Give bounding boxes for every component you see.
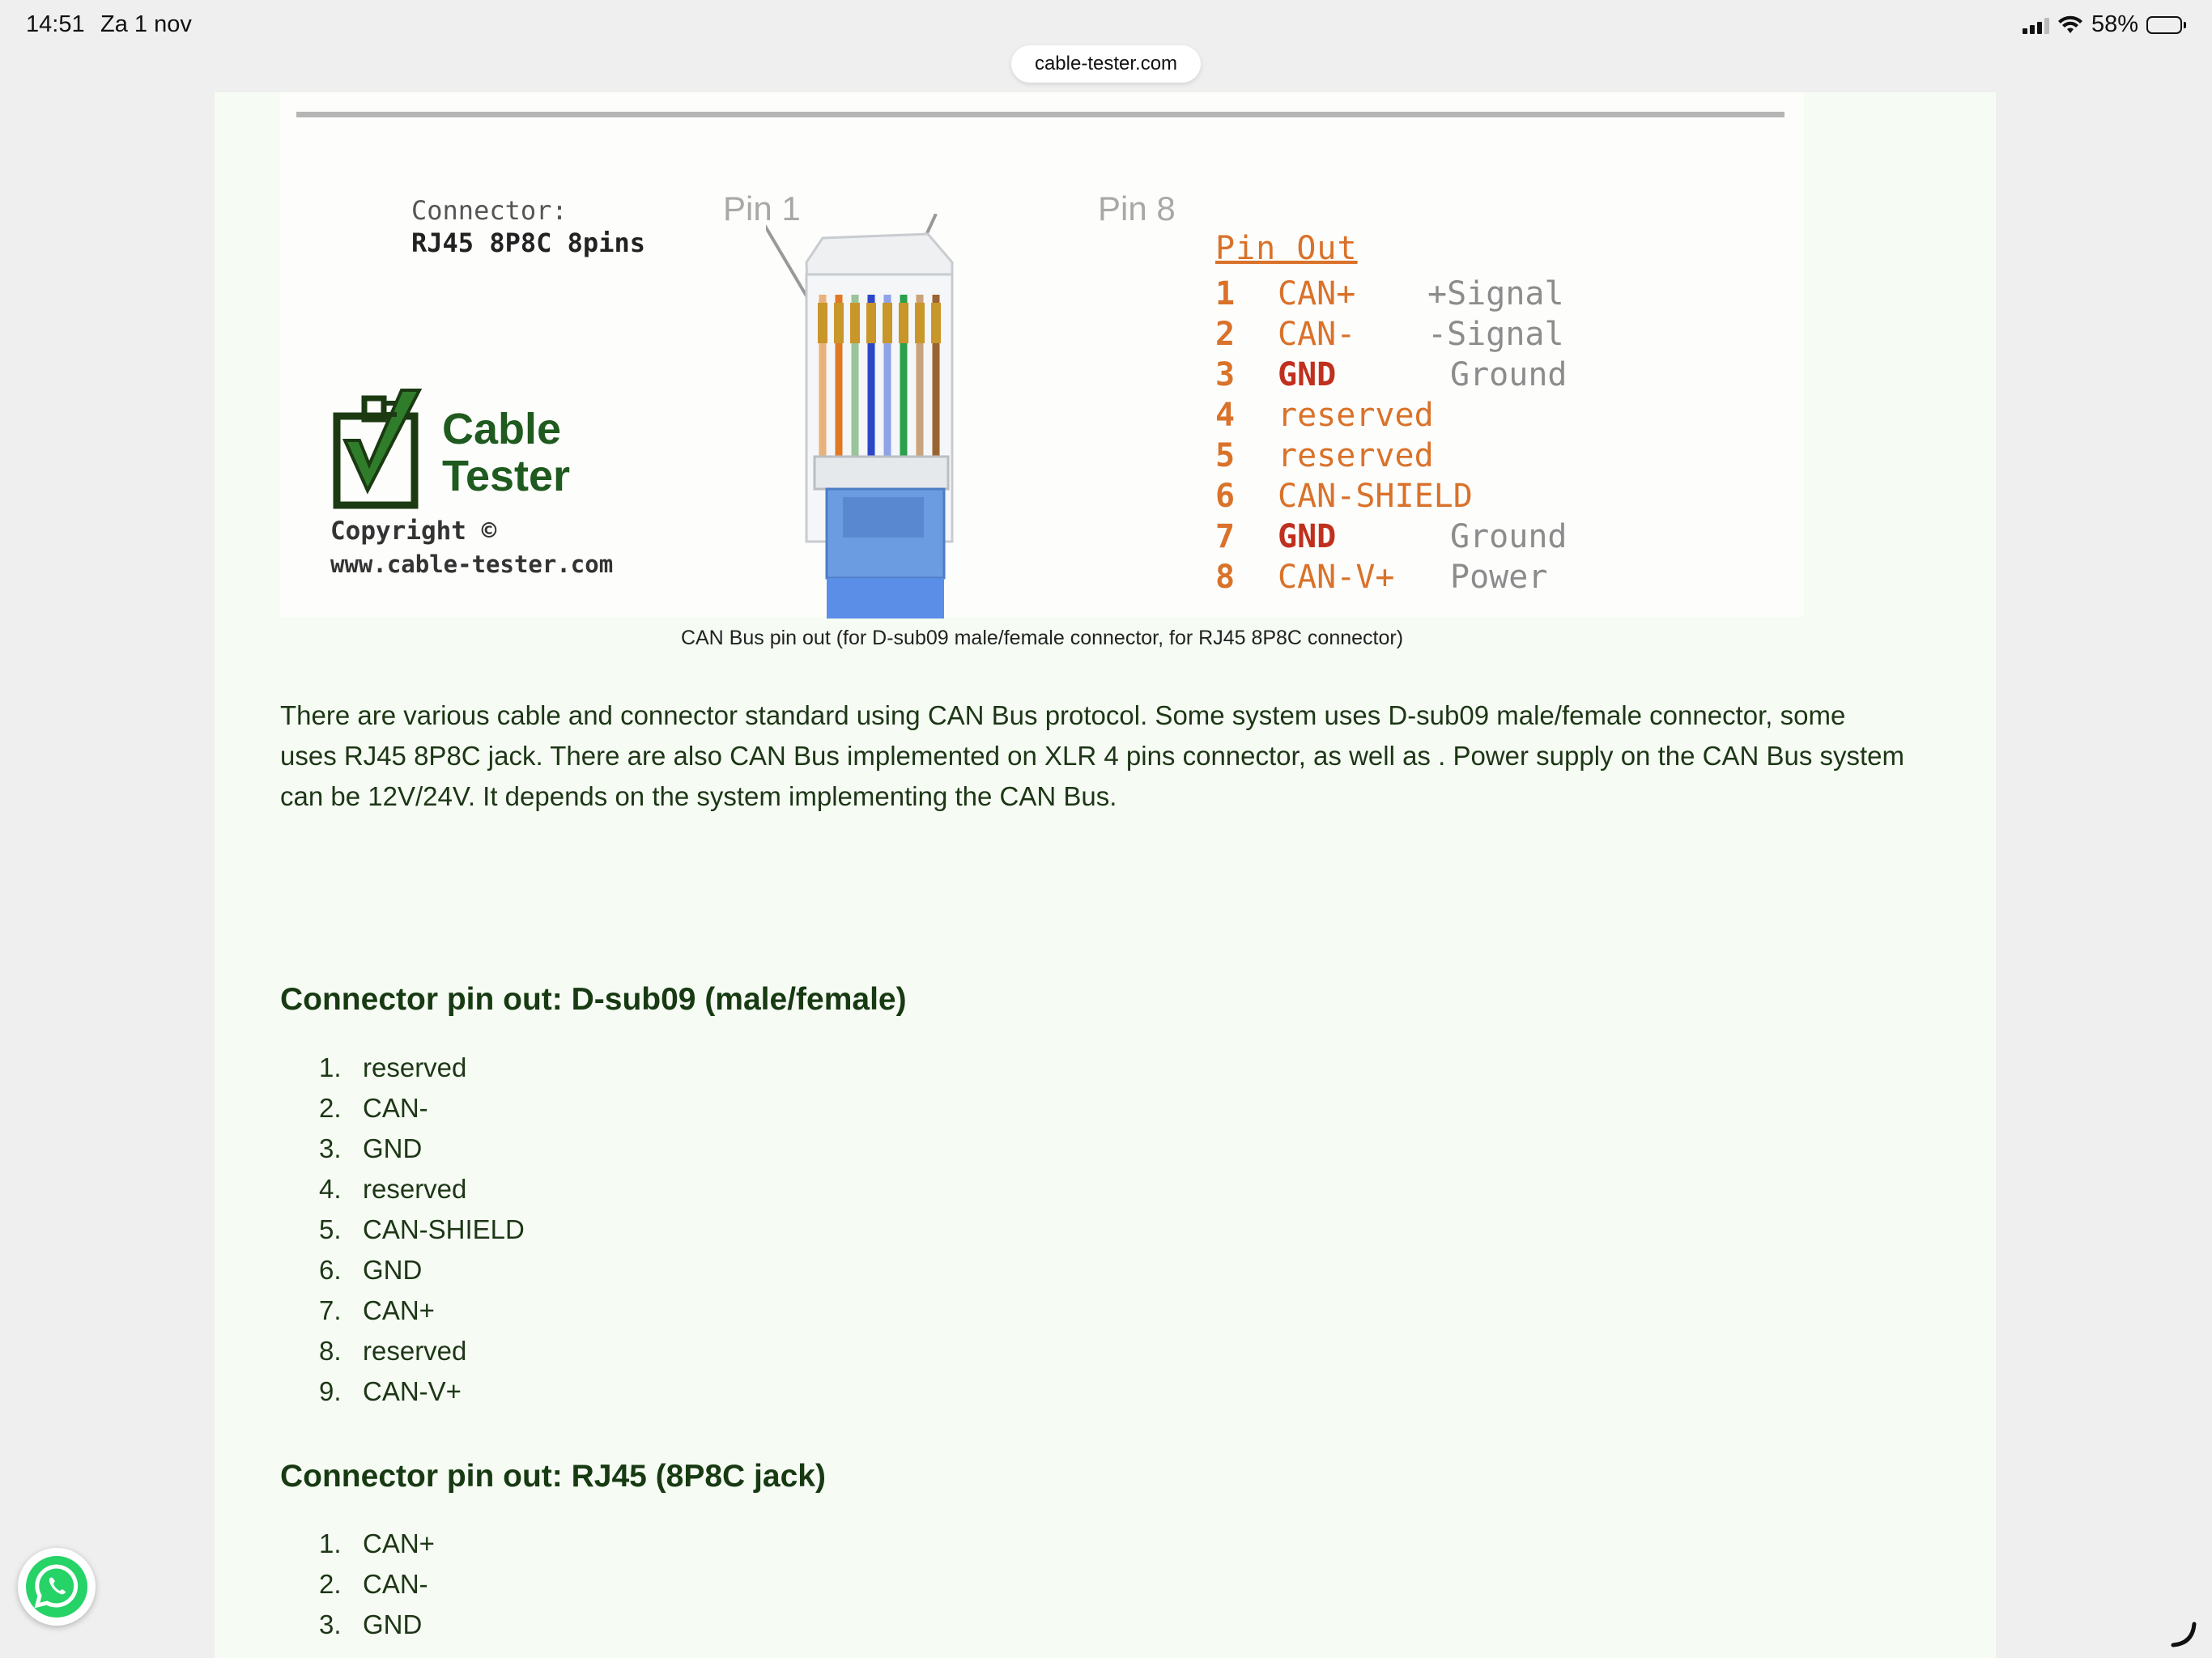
pinout-number: 5 <box>1215 437 1236 474</box>
pinout-signal-name: CAN-SHIELD <box>1278 478 1473 515</box>
logo-text: Tester <box>442 452 571 500</box>
pinout-number: 3 <box>1215 356 1236 393</box>
list-item-text: CAN-V+ <box>363 1376 462 1406</box>
list-number: 2. <box>319 1093 342 1123</box>
list-item-text: GND <box>363 1133 423 1163</box>
list-number: 5. <box>319 1214 342 1244</box>
pinout-number: 8 <box>1215 559 1236 596</box>
figure-website: www.cable-tester.com <box>330 551 614 578</box>
rj45-pin-item <box>280 1564 435 1605</box>
list-number: 3. <box>319 1609 342 1639</box>
dsub-pin-list <box>280 1048 525 1412</box>
page-content <box>215 92 1996 1658</box>
status-indicators <box>2023 11 2186 38</box>
logo-text: Cable <box>442 405 562 453</box>
list-number: 4. <box>319 1174 342 1204</box>
pinout-signal-name: CAN-V+ <box>1278 559 1395 596</box>
battery-icon <box>2146 16 2186 34</box>
status-date: Za 1 nov <box>100 11 192 37</box>
list-number: 2. <box>319 1569 342 1599</box>
battery-percent: 58% <box>2091 11 2138 37</box>
figure-divider <box>296 112 1784 117</box>
pinout-number: 2 <box>1215 316 1236 353</box>
pinout-signal-name: reserved <box>1278 437 1434 474</box>
list-number: 3. <box>319 1133 342 1163</box>
rj45-pin-item <box>280 1524 435 1564</box>
list-number: 7. <box>319 1295 342 1325</box>
dsub-pin-item <box>280 1129 525 1169</box>
resize-handle-icon[interactable] <box>2168 1618 2201 1650</box>
dsub-pin-item <box>280 1169 525 1209</box>
dsub-pin-item <box>280 1250 525 1290</box>
list-item-text: GND <box>363 1255 423 1285</box>
pinout-signal-name: GND <box>1278 356 1337 393</box>
list-item-text: reserved <box>363 1052 467 1082</box>
pinout-number: 1 <box>1215 275 1236 312</box>
list-item-text: GND <box>363 1609 423 1639</box>
dsub-pin-item <box>280 1290 525 1331</box>
rj45-pin-item <box>280 1605 435 1645</box>
list-item-text: CAN-SHIELD <box>363 1214 525 1244</box>
figure-connector-label: Connector: <box>411 195 568 226</box>
rj45-connector-illustration <box>766 214 1090 619</box>
rj45-heading: Connector pin out: RJ45 (8P8C jack) <box>280 1459 826 1494</box>
pinout-description: Power <box>1450 559 1548 596</box>
pinout-signal-name: reserved <box>1278 397 1434 434</box>
dsub-pin-item <box>280 1371 525 1412</box>
pinout-description: Ground <box>1450 518 1568 555</box>
pinout-description: Ground <box>1450 356 1568 393</box>
list-item-text: CAN- <box>363 1569 428 1599</box>
cellular-signal-icon <box>2023 16 2049 34</box>
pinout-title: Pin Out <box>1215 230 1358 267</box>
url-bar[interactable]: cable-tester.com <box>1011 45 1201 83</box>
list-number: 9. <box>319 1376 342 1406</box>
pinout-number: 6 <box>1215 478 1236 515</box>
figure-connector-name: RJ45 8P8C 8pins <box>411 227 645 258</box>
figure-pin8-label: Pin 8 <box>1098 189 1176 227</box>
list-number: 1. <box>319 1052 342 1082</box>
list-number: 8. <box>319 1336 342 1366</box>
pinout-number: 4 <box>1215 397 1236 434</box>
figure-caption: CAN Bus pin out (for D-sub09 male/female connector, for RJ45 8P8C connector) <box>680 627 1404 649</box>
dsub-pin-item <box>280 1209 525 1250</box>
status-bar <box>0 0 2212 52</box>
intro-paragraph: There are various cable and connector standard using CAN Bus protocol. Some system uses D-sub09 male/female connector, some uses RJ45 8P8C jack. There are also CAN Bus implemented on XLR 4 pins connector, as well as . Power supply on the CAN Bus system can be 12V/24V. It depends on the system implementing the CAN Bus. <box>280 700 1905 811</box>
list-number: 1. <box>319 1528 342 1558</box>
list-item-text: CAN+ <box>363 1528 435 1558</box>
list-item-text: reserved <box>363 1336 467 1366</box>
whatsapp-icon <box>23 1554 90 1620</box>
rj45-pin-list <box>280 1524 435 1645</box>
list-number: 6. <box>319 1255 342 1285</box>
dsub-pin-item <box>280 1331 525 1371</box>
pinout-description: +Signal <box>1427 275 1564 312</box>
pinout-number: 7 <box>1215 518 1236 555</box>
list-item-text: reserved <box>363 1174 467 1204</box>
figure-copyright: Copyright © <box>330 517 497 546</box>
list-item-text: CAN+ <box>363 1295 435 1325</box>
status-time: 14:51 <box>26 11 85 37</box>
dsub-heading: Connector pin out: D-sub09 (male/female) <box>280 982 907 1017</box>
wifi-icon <box>2057 15 2083 35</box>
whatsapp-button[interactable] <box>18 1548 96 1626</box>
pinout-signal-name: GND <box>1278 518 1337 555</box>
pinout-description: -Signal <box>1427 316 1564 353</box>
list-item-text: CAN- <box>363 1093 428 1123</box>
pinout-figure <box>280 92 1804 617</box>
dsub-pin-item <box>280 1088 525 1129</box>
figure-pin1-label: Pin 1 <box>723 189 801 227</box>
pinout-signal-name: CAN- <box>1278 316 1356 353</box>
pinout-signal-name: CAN+ <box>1278 275 1356 312</box>
dsub-pin-item <box>280 1048 525 1088</box>
